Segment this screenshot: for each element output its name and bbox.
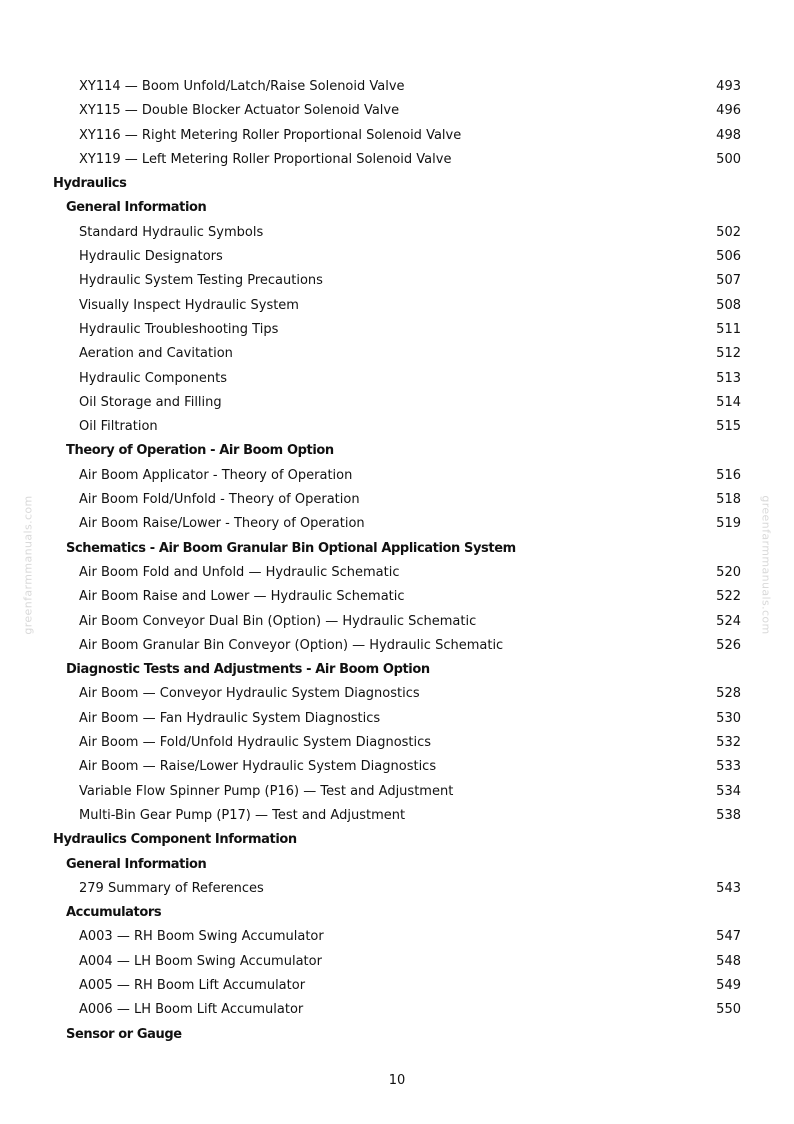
toc-page-number[interactable]: 516 [716,467,741,483]
toc-page-number[interactable]: 515 [716,419,741,435]
toc-entry[interactable] [0,585,794,609]
toc-subsection-heading [0,196,794,220]
toc-entry[interactable] [0,367,794,391]
toc-page-number[interactable]: 538 [716,807,741,823]
toc-page-number[interactable]: 508 [716,297,741,313]
toc-subsection-heading [0,537,794,561]
toc-page-number[interactable]: 520 [716,564,741,580]
toc-subsection-heading-title: General Information [66,200,207,216]
toc-entry[interactable] [0,877,794,901]
toc-page-number[interactable]: 506 [716,249,741,265]
toc-entry[interactable] [0,610,794,634]
toc-entry[interactable] [0,731,794,755]
watermark-left: greenfarmmanuals.com [21,495,35,635]
toc-page-number[interactable]: 498 [716,127,741,143]
toc-subsection-heading-title: Diagnostic Tests and Adjustments - Air Boom Option [66,662,430,678]
toc-entry-title[interactable]: Air Boom — Raise/Lower Hydraulic System Diagnostics [79,759,437,775]
toc-entry[interactable] [0,561,794,585]
toc-entry-title[interactable]: Hydraulic System Testing Precautions [79,273,323,289]
toc-entry-title[interactable]: XY116 — Right Metering Roller Proportional Solenoid Valve [79,127,462,143]
toc-entry[interactable] [0,464,794,488]
toc-entry[interactable] [0,512,794,536]
toc-entry-title[interactable]: A006 — LH Boom Lift Accumulator [79,1002,304,1018]
toc-entry[interactable] [0,488,794,512]
toc-page-number[interactable]: 534 [716,783,741,799]
toc-page-number[interactable]: 528 [716,686,741,702]
toc-subsection-heading-title: Schematics - Air Boom Granular Bin Optional Application System [66,540,516,556]
toc-page-number[interactable]: 496 [716,103,741,119]
toc-page-number[interactable]: 543 [716,880,741,896]
toc-entry[interactable] [0,950,794,974]
toc-entry[interactable] [0,998,794,1022]
toc-entry[interactable] [0,99,794,123]
toc-entry-title[interactable]: Air Boom Raise/Lower - Theory of Operation [79,516,365,532]
watermark-right: greenfarmmanuals.com [759,495,773,635]
toc-entry[interactable] [0,269,794,293]
toc-page-number[interactable]: 526 [716,637,741,653]
toc-subsection-heading-title: Accumulators [66,905,162,921]
toc-page-number[interactable]: 550 [716,1002,741,1018]
toc-page-number[interactable]: 514 [716,394,741,410]
page-number: 10 [388,1073,406,1088]
toc-entry[interactable] [0,682,794,706]
toc-subsection-heading [0,439,794,463]
toc-entry-title[interactable]: XY115 — Double Blocker Actuator Solenoid Valve [79,103,400,119]
toc-page-number[interactable]: 513 [716,370,741,386]
toc-subsection-heading-title: General Information [66,856,207,872]
toc-page-number[interactable]: 532 [716,735,741,751]
toc-page-number[interactable]: 500 [716,151,741,167]
toc-entry[interactable] [0,391,794,415]
toc-page-number[interactable]: 524 [716,613,741,629]
toc-page-number[interactable]: 507 [716,273,741,289]
toc-entry-title[interactable]: Air Boom Applicator - Theory of Operation [79,467,353,483]
toc-subsection-heading-title: Sensor or Gauge [66,1026,182,1042]
toc-entry-title[interactable]: Air Boom Fold/Unfold - Theory of Operation [79,492,360,508]
toc-page-number[interactable]: 548 [716,953,741,969]
toc-entry[interactable] [0,804,794,828]
toc-entry-title[interactable]: Variable Flow Spinner Pump (P16) — Test and Adjustment [79,783,454,799]
toc-page-number[interactable]: 502 [716,224,741,240]
toc-entry-title[interactable]: Hydraulic Troubleshooting Tips [79,321,279,337]
toc-entry[interactable] [0,415,794,439]
toc-entry-title[interactable]: Air Boom Raise and Lower — Hydraulic Schematic [79,589,405,605]
toc-entry-title[interactable]: Air Boom Granular Bin Conveyor (Option) — Hydraulic Schematic [79,637,504,653]
toc-entry[interactable] [0,245,794,269]
toc-entry-title[interactable]: Air Boom — Fan Hydraulic System Diagnostics [79,710,381,726]
toc-entry[interactable] [0,221,794,245]
toc-entry[interactable] [0,318,794,342]
toc-entry-title[interactable]: A005 — RH Boom Lift Accumulator [79,977,306,993]
toc-entry-title[interactable]: Aeration and Cavitation [79,346,233,362]
toc-entry-title[interactable]: Oil Storage and Filling [79,394,222,410]
toc-entry-title[interactable]: Multi-Bin Gear Pump (P17) — Test and Adjustment [79,807,406,823]
toc-entry-title[interactable]: 279 Summary of References [79,880,264,896]
toc-section-heading-title: Hydraulics [53,176,127,192]
toc-entry-title[interactable]: Air Boom Fold and Unfold — Hydraulic Schematic [79,564,400,580]
toc-page-number[interactable]: 493 [716,79,741,94]
toc-subsection-heading [0,658,794,682]
toc-page-number[interactable]: 533 [716,759,741,775]
toc-entry-title[interactable]: Air Boom Conveyor Dual Bin (Option) — Hydraulic Schematic [79,613,477,629]
toc-entry[interactable] [0,634,794,658]
toc-entry-title[interactable]: Air Boom — Fold/Unfold Hydraulic System Diagnostics [79,735,432,751]
toc-entry[interactable] [0,707,794,731]
toc-page-number[interactable]: 549 [716,977,741,993]
toc-entry[interactable] [0,780,794,804]
toc-entry-title[interactable]: Visually Inspect Hydraulic System [79,297,299,313]
toc-subsection-heading-title: Theory of Operation - Air Boom Option [66,443,334,459]
table-of-contents [0,75,794,1047]
toc-page-number[interactable]: 530 [716,710,741,726]
toc-page-number[interactable]: 512 [716,346,741,362]
toc-entry[interactable] [0,342,794,366]
toc-page-number[interactable]: 518 [716,492,741,508]
toc-subsection-heading [0,1023,794,1047]
toc-entry[interactable] [0,75,794,99]
toc-entry-title[interactable]: Hydraulic Components [79,370,228,386]
toc-subsection-heading [0,853,794,877]
toc-entry[interactable] [0,294,794,318]
toc-entry-title[interactable]: A004 — LH Boom Swing Accumulator [79,953,322,969]
toc-entry[interactable] [0,148,794,172]
toc-subsection-heading [0,901,794,925]
toc-page-number[interactable]: 547 [716,929,741,945]
toc-entry-title[interactable]: Standard Hydraulic Symbols [79,224,264,240]
toc-entry-title[interactable]: Oil Filtration [79,419,158,435]
toc-section-heading-title: Hydraulics Component Information [53,832,297,848]
toc-entry-title[interactable]: XY119 — Left Metering Roller Proportional Solenoid Valve [79,151,452,167]
toc-entry[interactable] [0,124,794,148]
toc-entry-title[interactable]: A003 — RH Boom Swing Accumulator [79,929,324,945]
toc-entry-title[interactable]: Hydraulic Designators [79,249,223,265]
toc-entry-title[interactable]: XY114 — Boom Unfold/Latch/Raise Solenoid Valve [79,79,405,94]
toc-page-number[interactable]: 511 [716,321,741,337]
toc-entry[interactable] [0,925,794,949]
toc-page-number[interactable]: 519 [716,516,741,532]
toc-section-heading [0,172,794,196]
toc-entry[interactable] [0,974,794,998]
toc-entry-title[interactable]: Air Boom — Conveyor Hydraulic System Diagnostics [79,686,420,702]
toc-page-number[interactable]: 522 [716,589,741,605]
toc-entry[interactable] [0,755,794,779]
toc-section-heading [0,828,794,852]
